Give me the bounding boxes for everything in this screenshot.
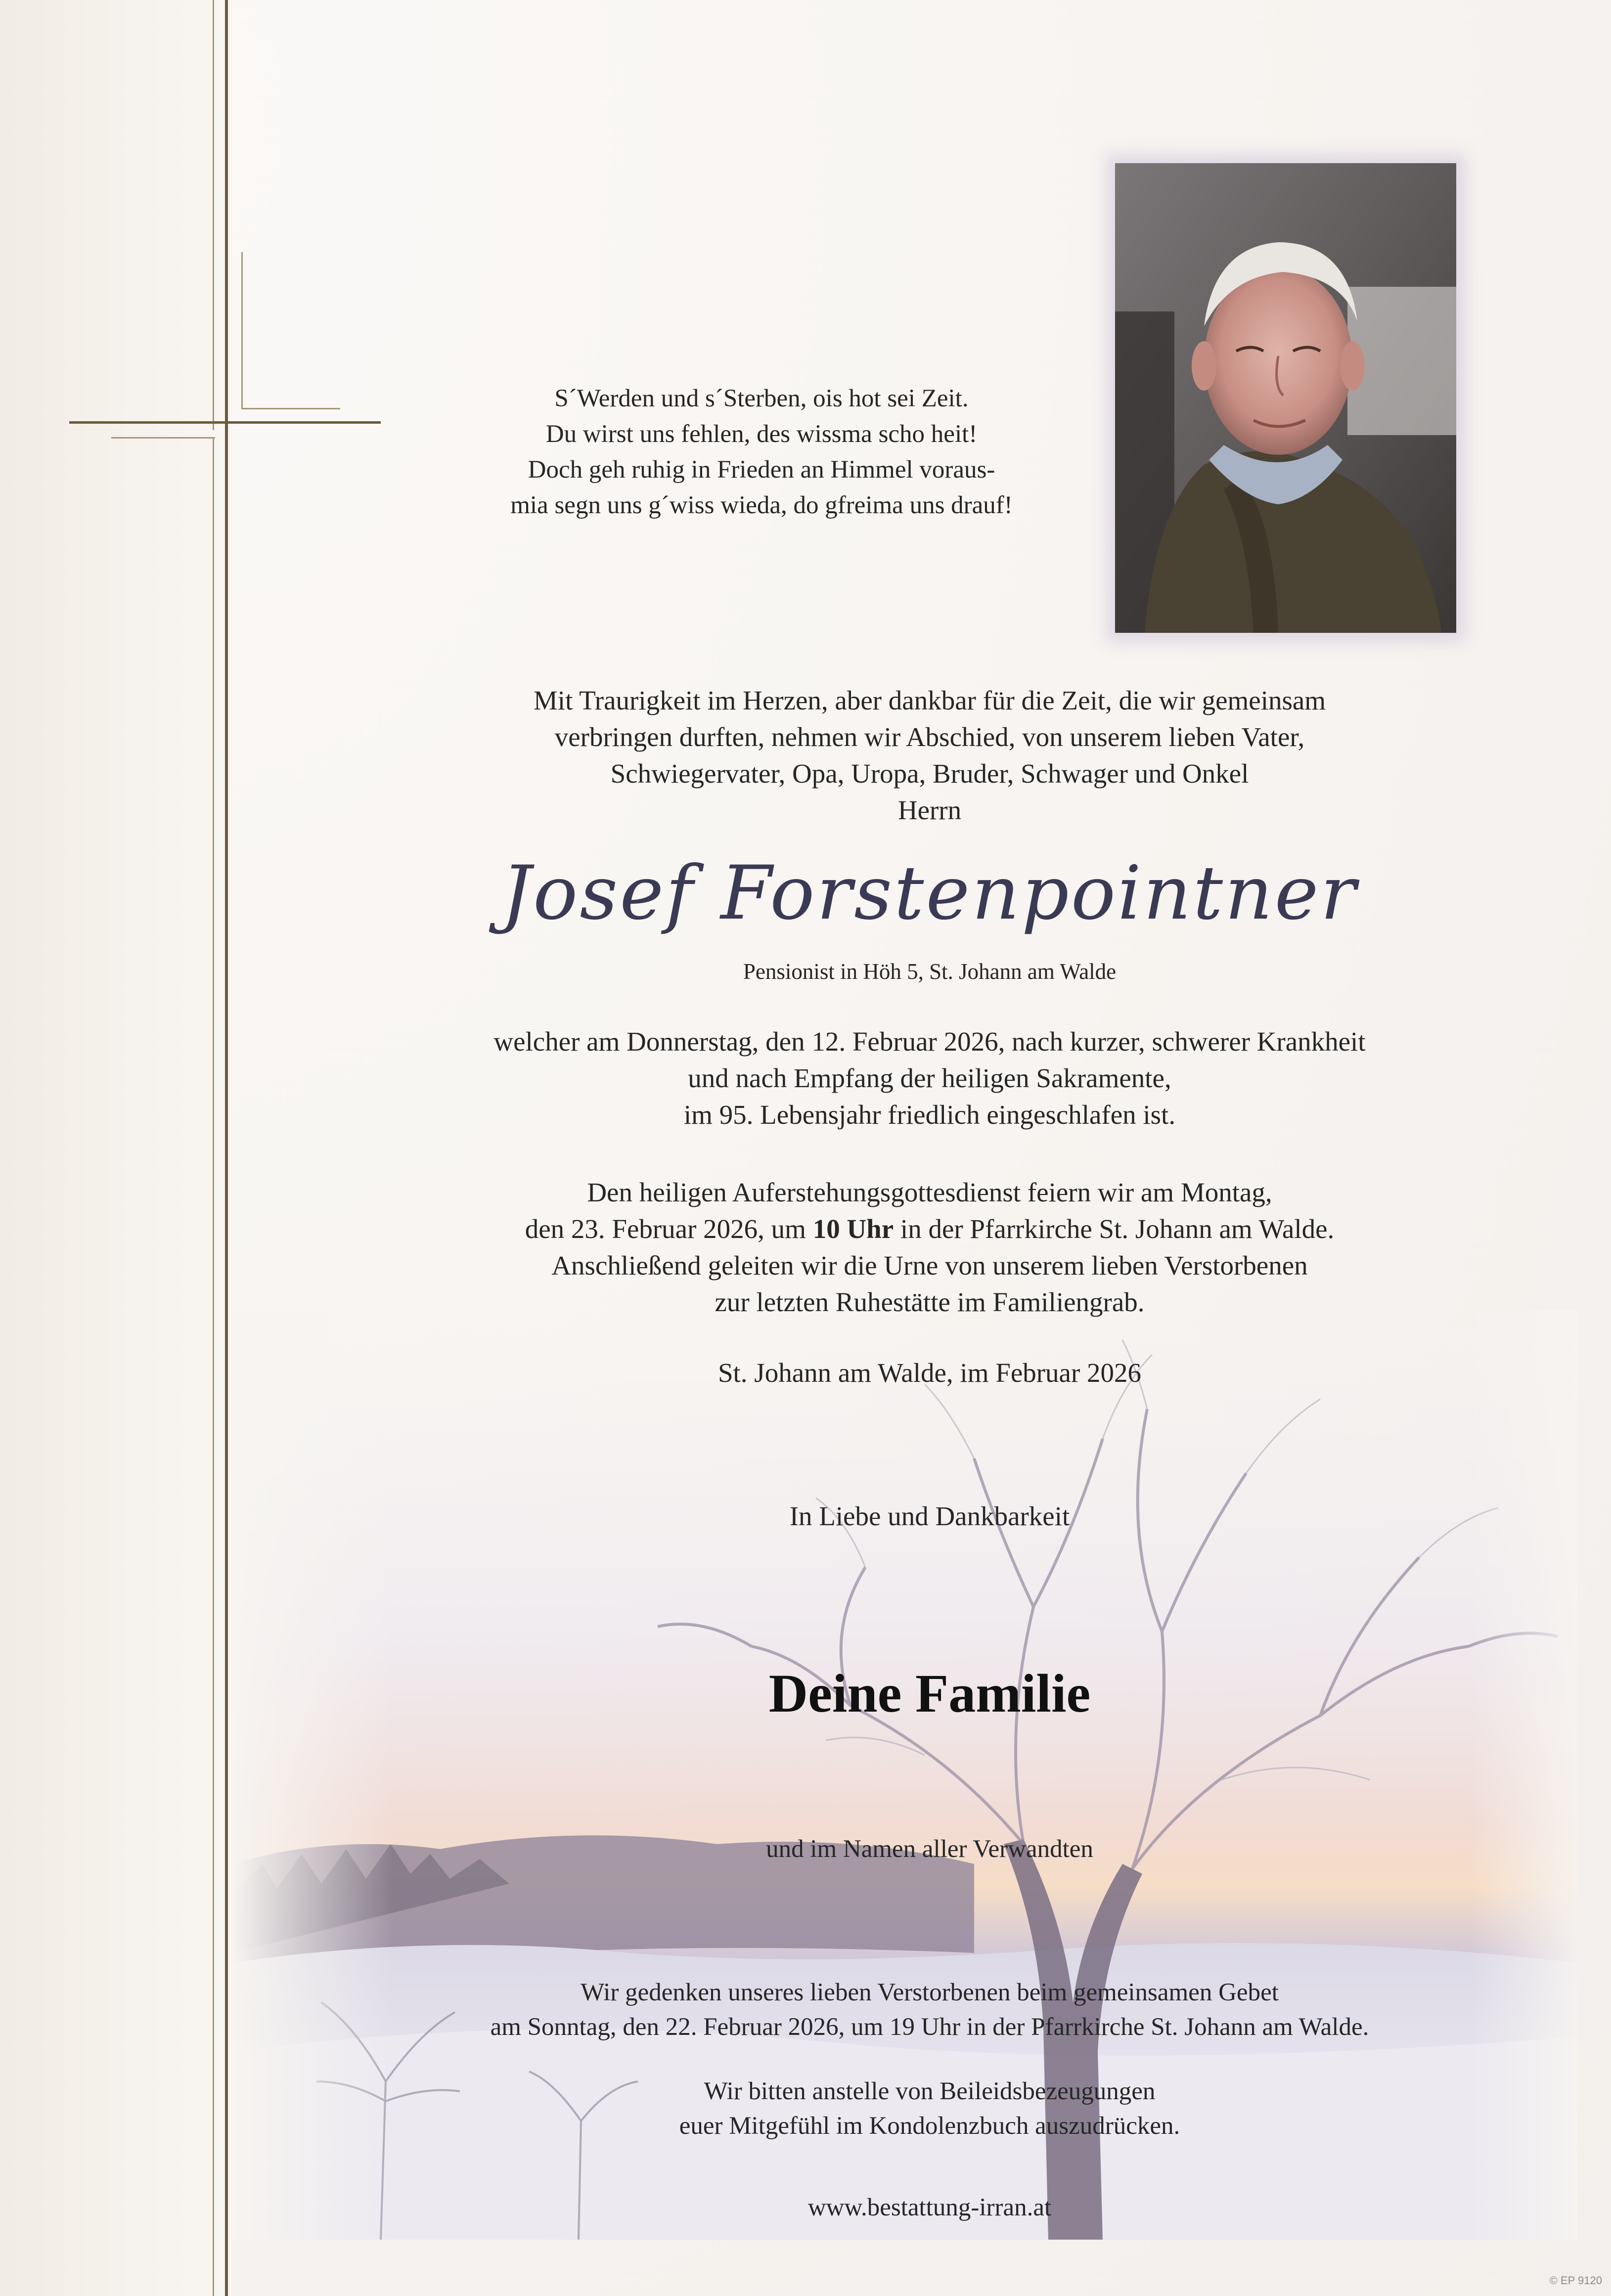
service-location-text: in der Pfarrkirche St. Johann am Walde.	[894, 1214, 1335, 1244]
intro-paragraph	[386, 682, 1474, 829]
left-margin-strip	[0, 0, 232, 2296]
relatives-line: und im Namen aller Verwandten	[766, 1835, 1093, 1863]
cross-thin-horizontal-lower	[111, 437, 215, 439]
service-date-text: den 23. Februar 2026, um	[525, 1214, 813, 1244]
prayer-notice	[346, 1975, 1513, 2044]
place-and-date: St. Johann am Walde, im Februar 2026	[717, 1358, 1142, 1388]
deceased-name: Josef Forstenpointner	[501, 850, 1358, 936]
love-closing: In Liebe und Dankbarkeit	[789, 1501, 1070, 1531]
intro-line: Mit Traurigkeit im Herzen, aber dankbar für die Zeit, die wir gemeinsam	[533, 685, 1326, 715]
service-time: 10 Uhr	[812, 1214, 894, 1244]
cross-thin-vertical-lower	[213, 437, 214, 2296]
prayer-line: am Sonntag, den 22. Februar 2026, um 19 Uhr in der Pfarrkirche St. Johann am Walde.	[490, 2013, 1369, 2041]
poem-line: Du wirst uns fehlen, des wissma scho heit!	[545, 420, 978, 448]
death-line: welcher am Donnerstag, den 12. Februar 2026, nach kurzer, schwerer Krankheit	[493, 1026, 1366, 1057]
death-paragraph	[386, 1023, 1474, 1133]
service-line: Anschließend geleiten wir die Urne von unserem lieben Verstorbenen	[551, 1250, 1308, 1280]
condolence-line: Wir bitten anstelle von Beileidsbezeugungen	[704, 2077, 1156, 2105]
family-signature: Deine Familie	[768, 1663, 1091, 1723]
service-line: Den heiligen Auferstehungsgottesdienst feiern wir am Montag,	[587, 1177, 1272, 1207]
intro-line: Herrn	[897, 795, 962, 825]
print-code: © EP 9120	[1549, 2274, 1602, 2287]
poem-verse	[410, 381, 1113, 523]
service-line	[386, 1211, 1474, 1247]
cross-horizontal-bar	[69, 421, 381, 424]
portrait-photo	[1115, 163, 1456, 633]
deceased-occupation: Pensionist in Höh 5, St. Johann am Walde	[743, 959, 1117, 984]
poem-line: S´Werden und s´Sterben, ois hot sei Zeit.	[554, 385, 969, 412]
website-link[interactable]: www.bestattung-irran.at	[807, 2194, 1052, 2221]
condolence-line: euer Mitgefühl im Kondolenzbuch auszudrücken.	[679, 2112, 1180, 2140]
service-line: zur letzten Ruhestätte im Familiengrab.	[715, 1287, 1145, 1317]
condolence-notice	[386, 2074, 1474, 2143]
cross-thin-vertical	[241, 252, 243, 409]
intro-line: Schwiegervater, Opa, Uropa, Bruder, Schwager und Onkel	[610, 758, 1249, 789]
death-line: im 95. Lebensjahr friedlich eingeschlafen ist.	[683, 1100, 1176, 1130]
frame-vertical-line-thin	[213, 0, 214, 430]
service-paragraph	[386, 1174, 1474, 1321]
death-line: und nach Empfang der heiligen Sakramente,	[688, 1063, 1171, 1093]
poem-line: Doch geh ruhig in Frieden an Himmel voraus-	[528, 456, 995, 484]
cross-thin-horizontal	[241, 408, 340, 409]
intro-line: verbringen durften, nehmen wir Abschied, von unserem lieben Vater,	[554, 722, 1305, 752]
prayer-line: Wir gedenken unseres lieben Verstorbenen beim gemeinsamen Gebet	[581, 1979, 1279, 2006]
frame-vertical-line	[225, 0, 228, 2296]
poem-line: mia segn uns g´wiss wieda, do gfreima uns drauf!	[510, 491, 1013, 519]
